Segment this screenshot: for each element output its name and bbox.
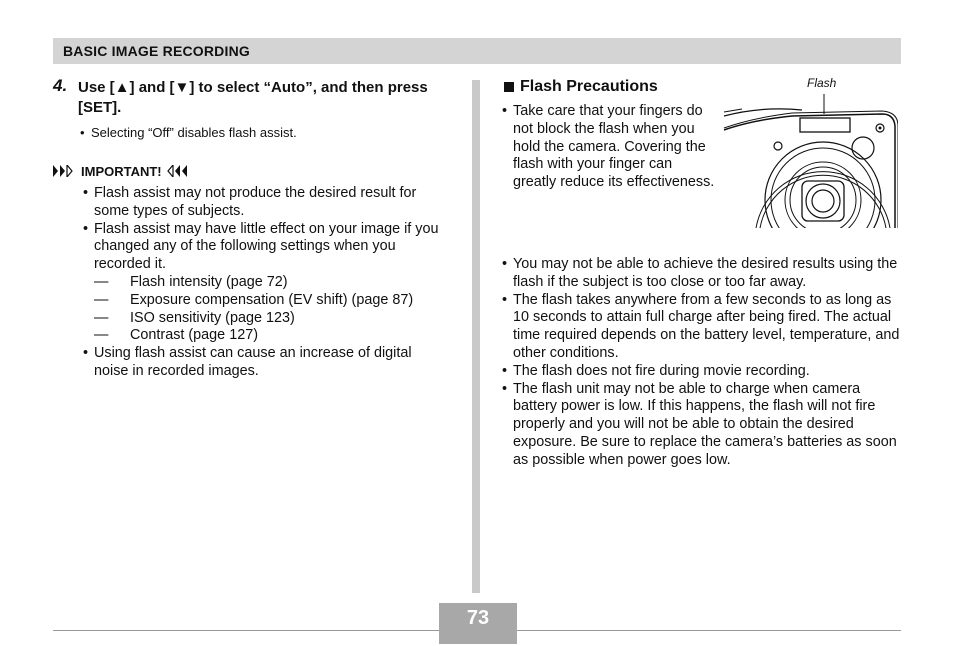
step-number: 4. <box>53 76 68 95</box>
important-right-arrows-icon <box>166 165 188 177</box>
list-item: • Flash assist may not produce the desired result for some types of subjects. <box>83 185 448 221</box>
camera-front-icon <box>722 92 898 228</box>
precautions-intro-text: Take care that your fingers do not block the flash when you hold the camera. Covering the flash with your finger can greatly reduce its effectiveness. <box>513 103 715 191</box>
left-column <box>53 76 453 379</box>
precautions-list <box>502 256 902 470</box>
setting-item: — Flash intensity (page 72) <box>94 274 448 292</box>
precautions-intro <box>502 103 718 192</box>
list-item: • Using flash assist can cause an increase of digital noise in recorded images. <box>83 345 448 381</box>
step-note-text: Selecting “Off” disables flash assist. <box>91 125 297 140</box>
setting-item: — Exposure compensation (EV shift) (page 87) <box>94 292 448 310</box>
important-left-arrows-icon <box>53 165 75 177</box>
list-item: • The flash takes anywhere from a few seconds to as long as 10 seconds to attain full charge after being fired. The actual time required depends on the battery level, temperature, and other conditions. <box>502 292 902 363</box>
header-bar <box>53 38 901 64</box>
precautions-title: Flash Precautions <box>520 78 658 95</box>
setting-item: — ISO sensitivity (page 123) <box>94 310 448 328</box>
list-item: • The flash does not fire during movie recording. <box>502 363 902 381</box>
page-number: 73 <box>439 603 517 644</box>
column-divider <box>472 80 480 593</box>
section-title: BASIC IMAGE RECORDING <box>63 43 250 59</box>
important-label: IMPORTANT! <box>81 163 162 179</box>
important-list <box>83 185 448 381</box>
important-heading <box>53 162 188 180</box>
list-item: • The flash unit may not be able to charge when camera battery power is low. If this happens, the flash will not fire properly and you will not be able to obtain the desired exposure. Be sure to replace the camera’s batteries as soon as possible when power goes low. <box>502 381 902 470</box>
flash-callout-label: Flash <box>807 76 837 90</box>
list-item: • Flash assist may have little effect on your image if you changed any of the following settings when you recorded it. <box>83 221 448 274</box>
step-note <box>80 124 480 141</box>
step-instruction: Use [▲] and [▼] to select “Auto”, and then press [SET]. <box>78 79 428 116</box>
precautions-heading <box>504 78 658 96</box>
setting-item: — Contrast (page 127) <box>94 327 448 345</box>
camera-illustration <box>722 92 898 233</box>
list-item: • You may not be able to achieve the desired results using the flash if the subject is too close or too far away. <box>502 256 902 292</box>
square-bullet-icon <box>504 82 514 92</box>
